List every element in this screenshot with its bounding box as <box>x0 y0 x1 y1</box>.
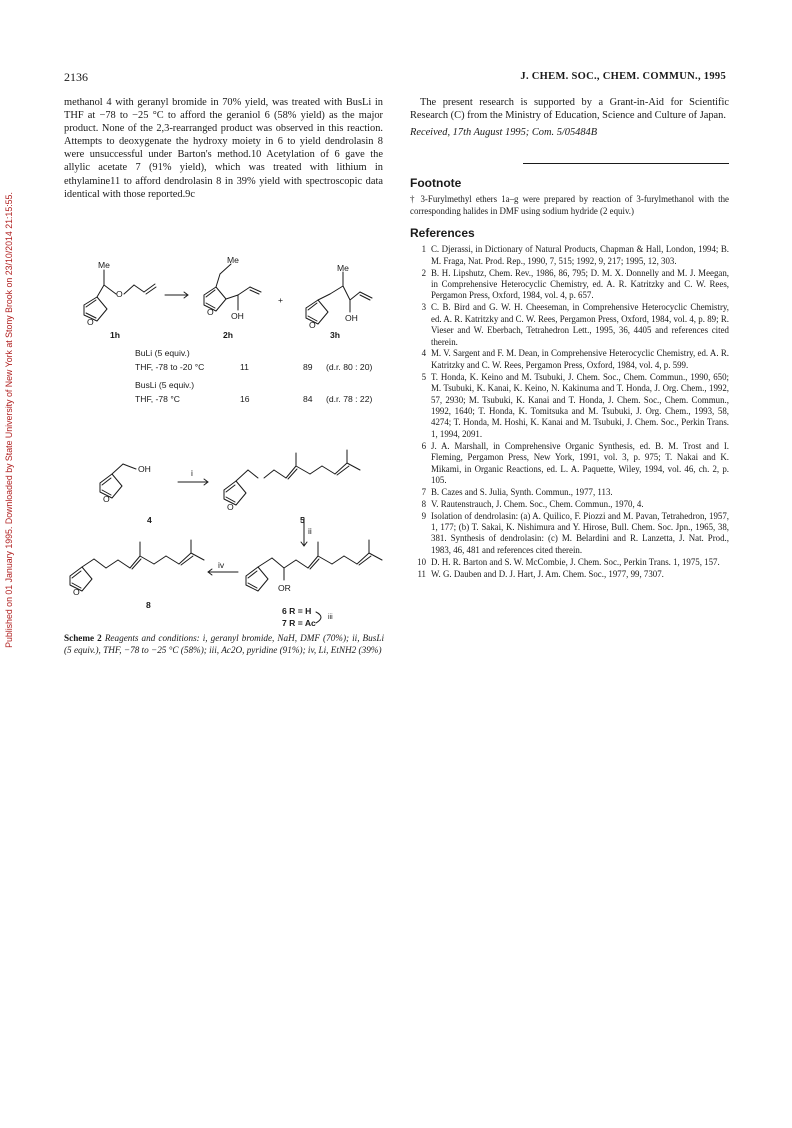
reference-number: 11 <box>417 568 426 579</box>
scheme-structures <box>60 250 390 630</box>
furan-oxygen-label: O <box>227 502 234 512</box>
compound-4-label: 4 <box>147 515 152 525</box>
footnote-heading: Footnote <box>410 176 462 191</box>
download-watermark <box>2 185 16 655</box>
methyl-label: Me <box>98 260 110 270</box>
plus-sign: + <box>278 295 284 305</box>
scheme-caption-title: Scheme 2 <box>64 633 102 643</box>
reference-item <box>410 372 729 440</box>
reference-text: J. A. Marshall, in Comprehensive Organic Synthesis, ed. B. M. Trost and I. Fleming, Pergamon Press, New York, 1991, vol. 3, p. 975; T. Nakai and K. Mikami, in Organic Reactions, ed. L. A. Paquette, Wiley, 1994, vol. 46, ch. 2, p. 105. <box>431 440 729 485</box>
compound-6-7-structure <box>246 540 382 591</box>
reference-number: 8 <box>421 498 426 509</box>
reference-item <box>410 511 729 557</box>
right-column <box>410 96 729 581</box>
reference-text: B. Cazes and S. Julia, Synth. Commun., 1977, 113. <box>431 486 613 497</box>
reference-number: 10 <box>417 556 426 567</box>
compound-5-label: 5 <box>300 515 305 525</box>
condition-1-yield-2h: 11 <box>240 362 249 372</box>
reference-item <box>410 302 729 348</box>
reference-number: 9 <box>421 510 426 521</box>
left-column <box>64 96 383 201</box>
reference-text: M. V. Sargent and F. M. Dean, in Comprehensive Heterocyclic Chemistry, ed. A. R. Katritzky and C. W. Rees, Pergamon Press, Oxford, 1984, vol. 4, p. 599. <box>431 348 729 370</box>
reference-text: V. Rautenstrauch, J. Chem. Soc., Chem. Commun., 1970, 4. <box>431 498 644 509</box>
condition-2-dr: (d.r. 78 : 22) <box>326 394 373 404</box>
furan-oxygen-label: O <box>73 587 80 597</box>
condition-2-temperature: THF, -78 °C <box>135 394 180 404</box>
hydroxyl-label: OH <box>345 313 358 323</box>
compound-2h-label: 2h <box>223 330 234 340</box>
furan-oxygen-label: O <box>207 307 214 317</box>
reference-item <box>410 441 729 487</box>
body-paragraph: methanol 4 with geranyl bromide in 70% yield, was treated with BusLi in THF at −78 to −25 °C to afford the geraniol 6 (58% yield) as the major product. None of the 2,3-rearranged product was observed in this reaction. Attempts to deoxygenate the hydroxy moiety in 6 to yield dendrolasin 8 were unsuccessful under Barton's method.10 Acetylation of 6 gave the allylic acetate 7 (91% yield), which was treated with lithium in ethylamine11 to afford dendrolasin 8 in 39% yield with spectroscopic data identical with those reported.9c <box>64 97 383 200</box>
condition-2-yield-3h: 84 <box>303 394 313 404</box>
reference-number: 7 <box>421 486 426 497</box>
arrow-step-i <box>178 479 208 485</box>
compound-1h-label: 1h <box>110 330 121 340</box>
methyl-label: Me <box>337 263 349 273</box>
compound-3h-structure <box>306 272 372 324</box>
condition-2-yield-2h: 16 <box>240 394 250 404</box>
step-i-label: i <box>191 468 193 478</box>
reference-text: Isolation of dendrolasin: (a) A. Quilico, F. Piozzi and M. Pavan, Tetrahedron, 1957, 1, 177; (b) T. Sakai, K. Nishimura and Y. Hirose, Bull. Chem. Soc. Jpn., 1965, 38, 381. Synthesis of dendrolasin: (c) M. Belardini and R. Lanzetta, J. Nat. Prod., 1983, 46, 481 and references cited therein. <box>431 510 729 555</box>
condition-1-reagent: BuLi (5 equiv.) <box>135 348 190 358</box>
reference-text: C. Djerassi, in Dictionary of Natural Products, Chapman & Hall, London, 1994; B. M. Fraga, Nat. Prod. Rep., 1990, 7, 515; 1992, 9, 217; 1995, 12, 303. <box>431 244 729 266</box>
ether-oxygen-label: O <box>116 289 123 299</box>
acknowledgement-paragraph: The present research is supported by a Grant-in-Aid for Scientific Research (C) from the Ministry of Education, Science and Culture of Japan. <box>410 97 729 122</box>
reference-item <box>410 557 729 568</box>
reaction-scheme <box>60 250 390 630</box>
journal-running-head: J. CHEM. SOC., CHEM. COMMUN., 1995 <box>520 71 726 82</box>
hydroxyl-label: OH <box>138 464 151 474</box>
reference-number: 2 <box>421 267 426 278</box>
compound-8-structure <box>70 540 204 591</box>
section-divider <box>523 163 729 164</box>
received-date: Received, 17th August 1995; Com. 5/05484B <box>410 127 598 139</box>
furan-oxygen-label: O <box>309 320 316 330</box>
reference-item <box>410 244 729 267</box>
compound-4-structure <box>100 464 136 498</box>
footnote-text: † 3-Furylmethyl ethers 1a–g were prepared by reaction of 3-furylmethanol with the corresponding halides in DMF using sodium hydride (2 equiv.) <box>410 194 729 216</box>
step-ii-label: ii <box>308 526 312 536</box>
compound-6-label: 6 R = H <box>282 606 312 616</box>
hydroxyl-label: OH <box>231 311 244 321</box>
compound-5-structure <box>224 450 360 505</box>
download-watermark-text: Published on 01 January 1995. Downloaded by State University of New York at Stony Brook on 23/10/2014 21:15:55. <box>4 192 14 648</box>
reference-number: 6 <box>421 440 426 451</box>
reference-text: D. H. R. Barton and S. W. McCombie, J. Chem. Soc., Perkin Trans. 1, 1975, 157. <box>431 556 720 567</box>
condition-1-temperature: THF, -78 to -20 °C <box>135 362 205 372</box>
compound-8-label: 8 <box>146 600 151 610</box>
compound-3h-label: 3h <box>330 330 341 340</box>
reference-text: T. Honda, K. Keino and M. Tsubuki, J. Chem. Soc., Chem. Commun., 1990, 650; M. Tsubuki, K. Kanai, K. Keino, N. Kakinuma and T. Honda, J. Org. Chem., 1992, 57, 2930; M. Tsubuki, K. Kanai and T. Honda, J. Chem. Soc., Chem. Commun., 1992, 1640; T. Honda, K. Tomitsuka and M. Tsubuki, J. Org. Chem., 1993, 58, 4274; T. Honda, M. Hoshi, K. Kanai and M. Tsubuki, J. Chem. Soc., Perkin Trans. 1, 1994, 2091. <box>431 371 729 439</box>
reference-number: 3 <box>421 302 426 313</box>
reference-item <box>410 348 729 371</box>
methyl-label: Me <box>227 255 239 265</box>
compound-7-label: 7 R = Ac <box>282 618 316 628</box>
step-iii-label: iii <box>328 614 333 621</box>
furan-oxygen-label: O <box>103 494 110 504</box>
reference-item <box>410 569 729 580</box>
scheme-caption <box>64 633 384 656</box>
reference-number: 4 <box>421 348 426 359</box>
condition-2-reagent: BusLi (5 equiv.) <box>135 380 195 390</box>
references-heading: References <box>410 226 475 241</box>
compound-2h-structure <box>204 264 261 311</box>
reference-item <box>410 268 729 302</box>
references-list <box>410 244 729 580</box>
reference-text: C. B. Bird and G. W. H. Cheeseman, in Comprehensive Heterocyclic Chemistry, ed. A. R. Katritzky and C. W. Rees, Pergamon Press, Oxford, 1984, vol. 4, p. 89; R. Vieser and W. Eberbach, Tetrahedron Lett., 1995, 36, 4405 and references cited therein. <box>431 302 729 347</box>
condition-1-yield-3h: 89 <box>303 362 313 372</box>
page-number: 2136 <box>64 70 88 84</box>
reference-item <box>410 487 729 498</box>
ester-substituent-label: OR <box>278 583 291 593</box>
arrow-1h-to-products <box>165 292 188 298</box>
reference-text: W. G. Dauben and D. J. Hart, J. Am. Chem. Soc., 1977, 99, 7307. <box>431 568 664 579</box>
step-iv-label: iv <box>218 560 225 570</box>
furan-oxygen-label: O <box>87 317 94 327</box>
reference-item <box>410 499 729 510</box>
reference-text: B. H. Lipshutz, Chem. Rev., 1986, 86, 795; D. M. X. Donnelly and M. J. Meegan, in Comprehensive Heterocyclic Chemistry, ed. A. R. Katritzky and C. W. Rees, Pergamon Press, Oxford, 1984, vol. 4, p. 657. <box>431 267 729 301</box>
reference-number: 5 <box>421 371 426 382</box>
condition-1-dr: (d.r. 80 : 20) <box>326 362 373 372</box>
scheme-caption-body: Reagents and conditions: i, geranyl bromide, NaH, DMF (70%); ii, BusLi (5 equiv.), THF, −78 to −25 °C (58%); iii, Ac2O, pyridine (91%); iv, Li, EtNH2 (39%) <box>64 633 385 655</box>
bracket-step-iii <box>316 612 321 623</box>
reference-number: 1 <box>421 244 426 255</box>
